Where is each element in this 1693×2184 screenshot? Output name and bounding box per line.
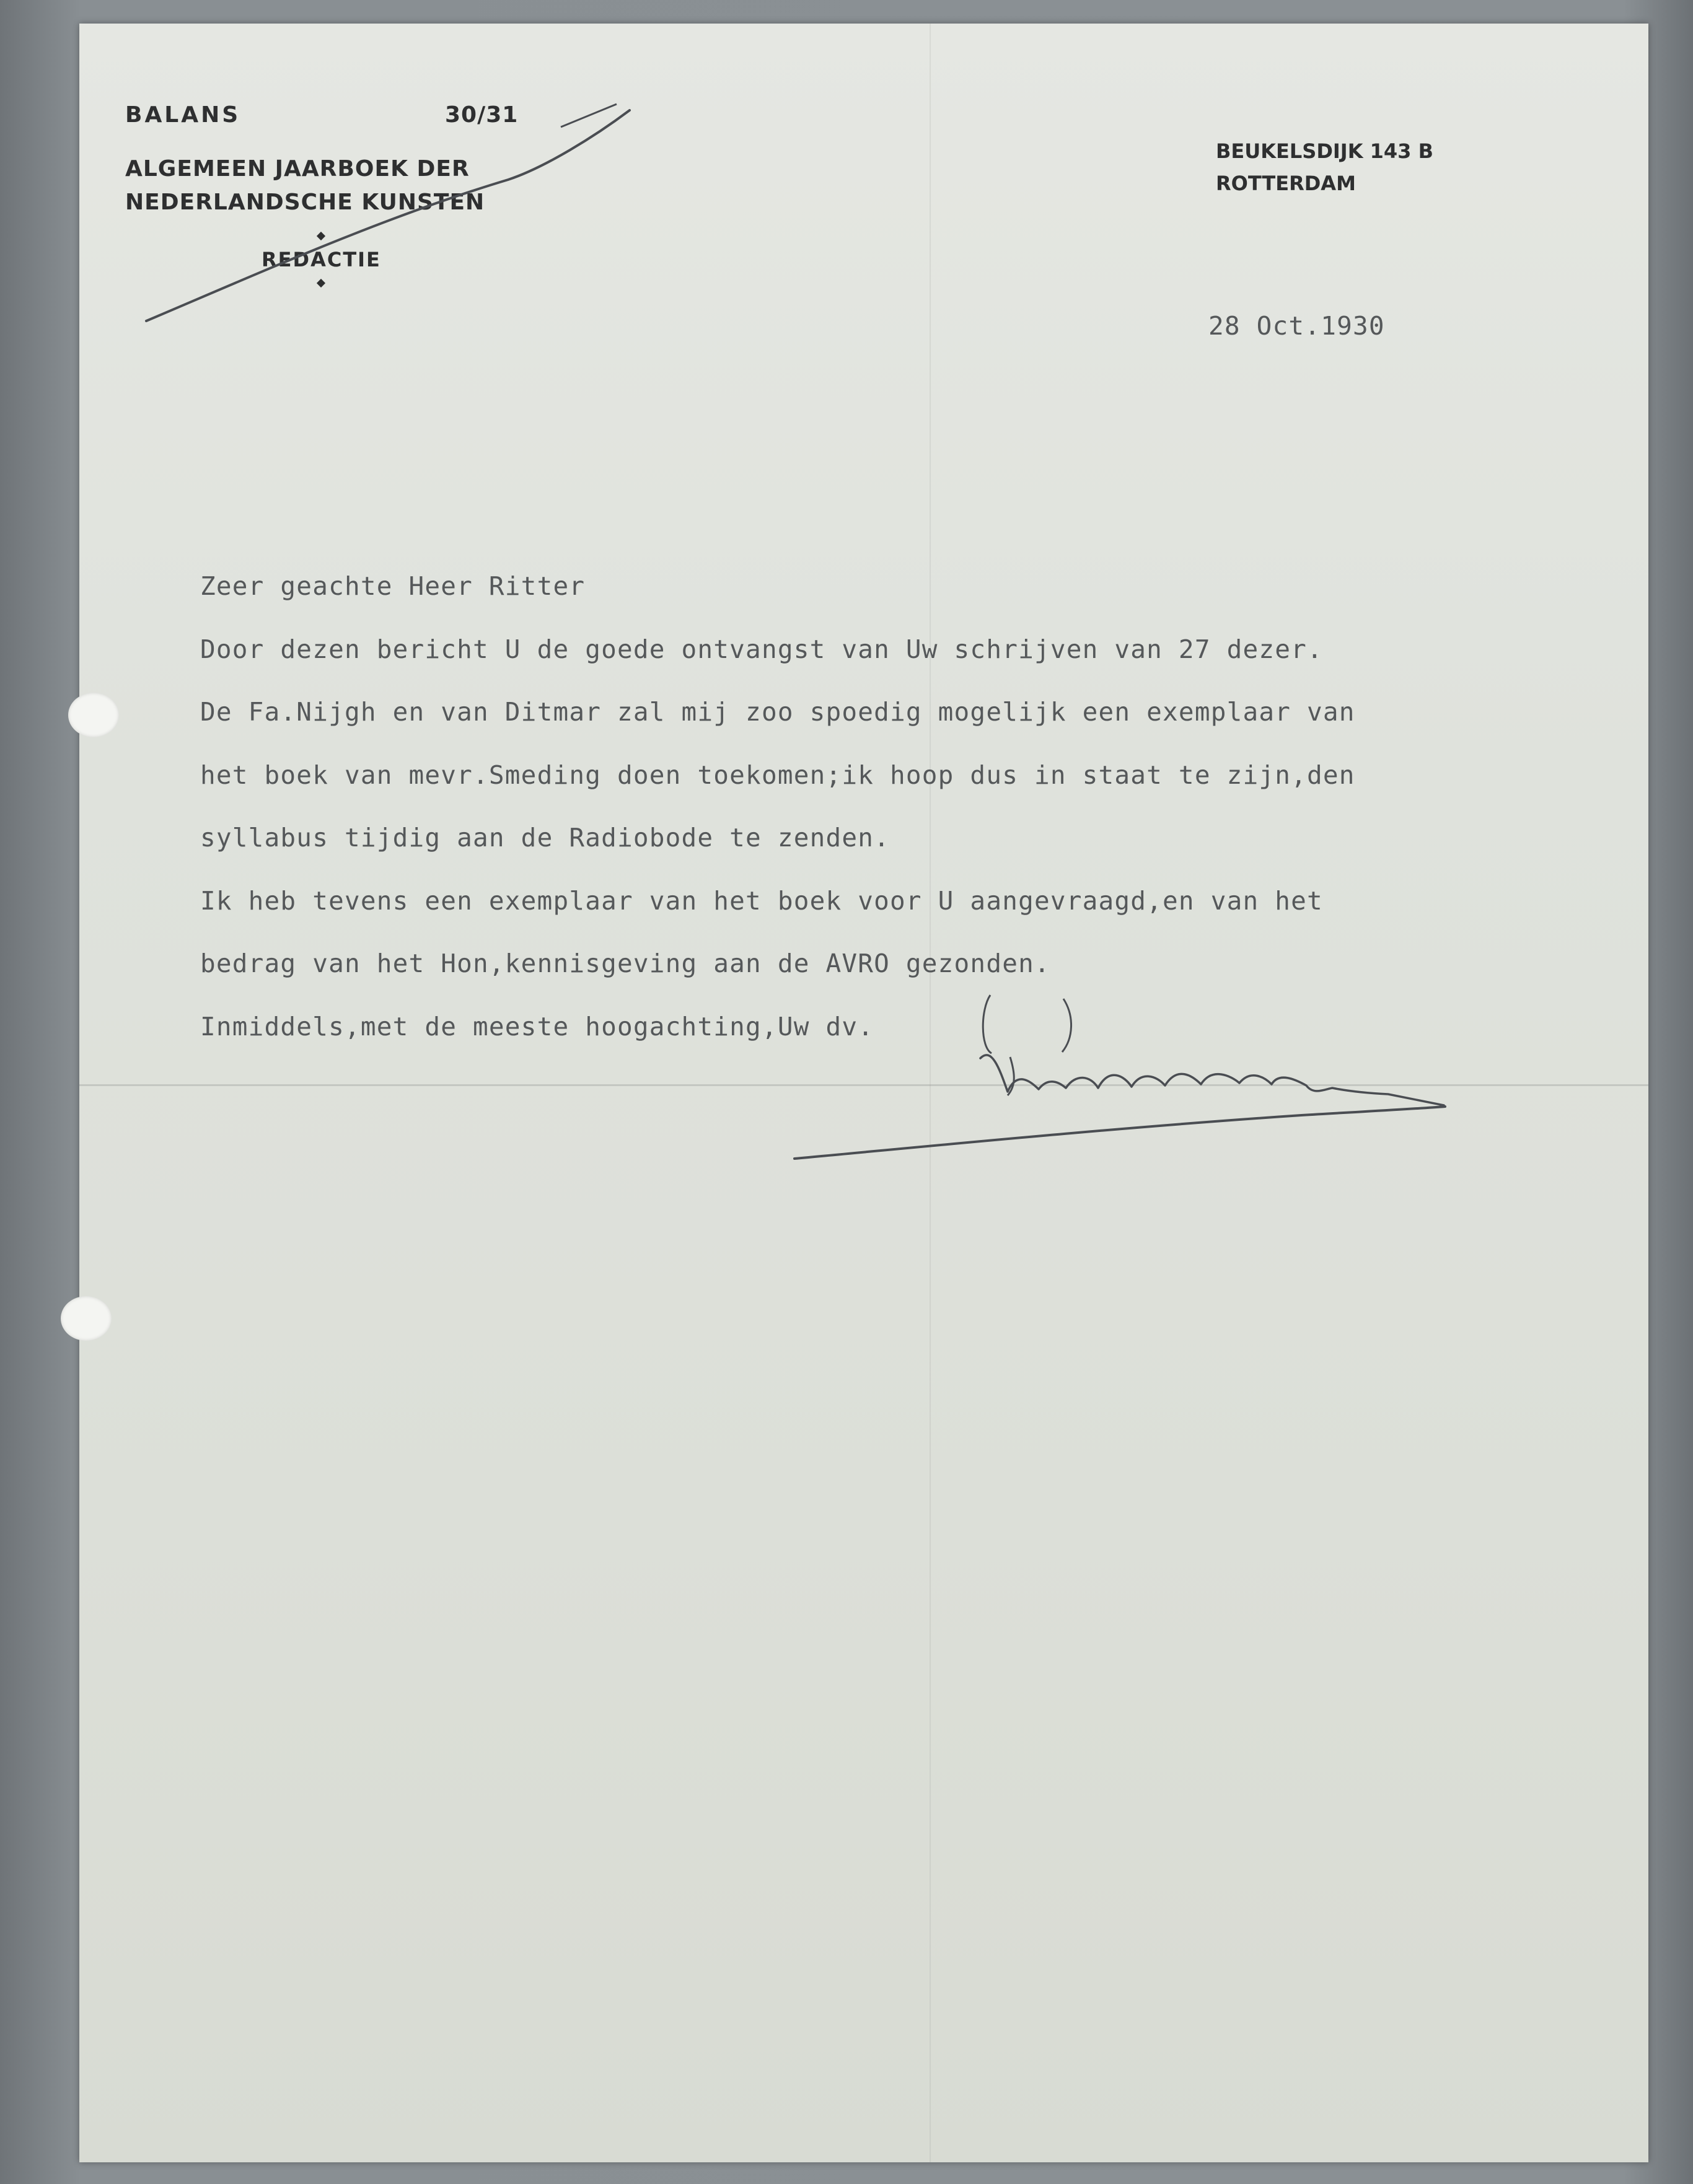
sender-address	[1216, 135, 1433, 200]
letter-body	[200, 564, 1355, 1067]
letter-line: syllabus tijdig aan de Radiobode te zenden.	[200, 823, 890, 853]
letter-sheet	[79, 24, 1648, 2162]
letter-closing: Inmiddels,met de meeste hoogachting,Uw dv.	[200, 1011, 874, 1042]
punch-hole	[68, 693, 119, 737]
address-city: ROTTERDAM	[1216, 172, 1356, 195]
letterhead-department: REDACTIE	[262, 248, 381, 271]
letterhead-publication: BALANS	[125, 102, 241, 128]
address-street: BEUKELSDIJK 143 B	[1216, 139, 1433, 163]
letter-line: bedrag van het Hon,kennisgeving aan de AVRO gezonden.	[200, 949, 1050, 978]
letter-date: 28 Oct.1930	[1208, 311, 1385, 341]
letter-line: De Fa.Nijgh en van Ditmar zal mij zoo spoedig mogelijk een exemplaar van	[200, 697, 1355, 727]
letter-line: Door dezen bericht U de goede ontvangst van Uw schrijven van 27 dezer.	[200, 634, 1323, 664]
letter-line: het boek van mevr.Smeding doen toekomen;ik hoop dus in staat te zijn,den	[200, 760, 1355, 790]
punch-hole	[61, 1296, 112, 1341]
letter-salutation: Zeer geachte Heer Ritter	[200, 571, 586, 601]
letterhead-subtitle-line2: NEDERLANDSCHE KUNSTEN	[125, 190, 485, 215]
letterhead-volume: 30/31	[445, 102, 519, 128]
letterhead-subtitle-line1: ALGEMEEN JAARBOEK DER	[125, 156, 470, 182]
letter-line: Ik heb tevens een exemplaar van het boek voor U aangevraagd,en van het	[200, 885, 1323, 916]
